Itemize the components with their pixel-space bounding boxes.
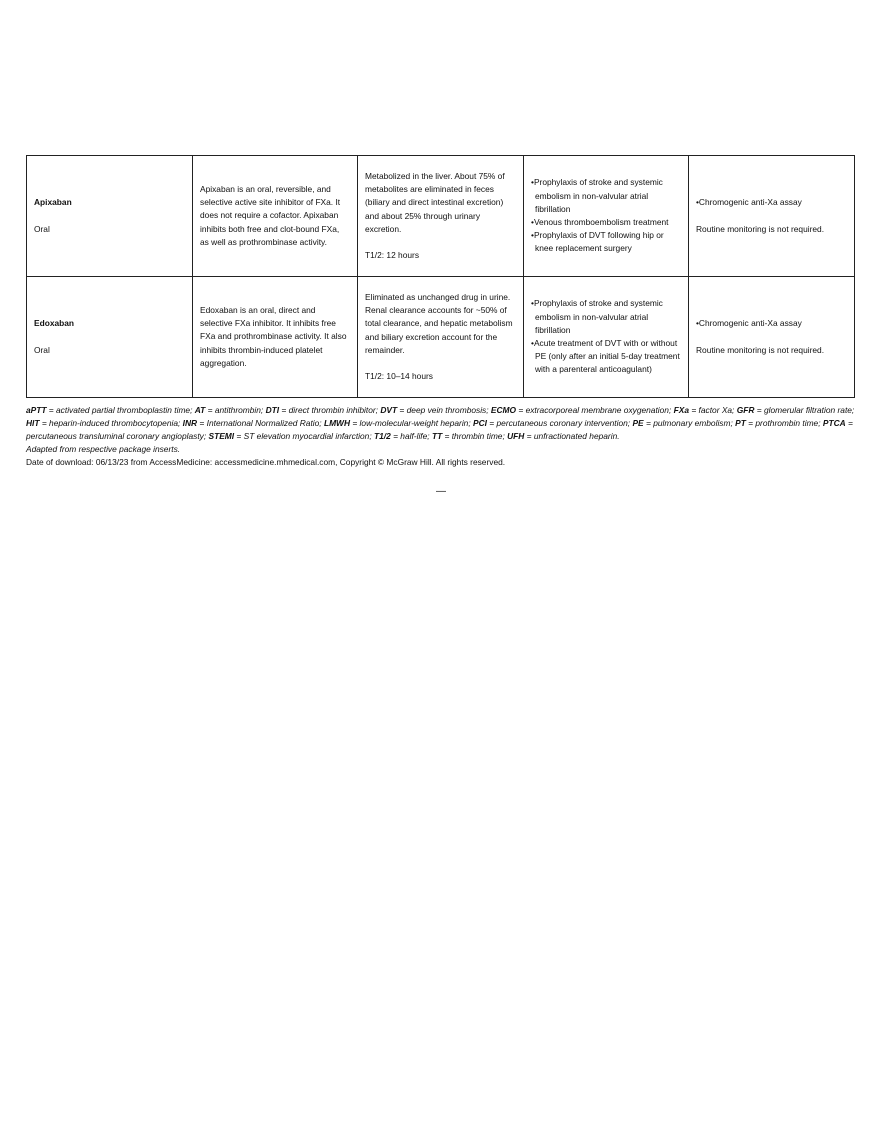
abbr-def: = factor Xa; xyxy=(689,405,737,415)
abbr-key: GFR xyxy=(736,405,755,415)
abbr-key: PTCA xyxy=(822,417,846,428)
abbr-key: AT xyxy=(194,405,206,415)
half-life-text: T1/2: 12 hours xyxy=(365,249,420,260)
page-mark: — xyxy=(436,486,446,497)
indication-item: • Acute treatment of DVT with or without PE (only after an initial 5-day treatment with a parenteral anticoagulant) xyxy=(531,337,680,377)
abbr-key: ECMO xyxy=(490,405,517,415)
abbr-def: = antithrombin; xyxy=(205,405,266,415)
drug-name: Apixaban xyxy=(34,197,72,208)
table-row xyxy=(27,156,855,277)
drug-cell xyxy=(27,277,193,398)
abbr-def: = percutaneous coronary intervention; xyxy=(486,417,633,428)
monitoring-assay: •Chromogenic anti-Xa assay xyxy=(696,318,802,329)
mechanism-cell xyxy=(193,277,358,398)
abbr-key: HIT xyxy=(26,417,40,428)
abbr-def: = heparin-induced thrombocytopenia; xyxy=(39,417,183,428)
drug-cell xyxy=(27,156,193,277)
drug-name: Edoxaban xyxy=(34,318,75,329)
source-note: Adapted from respective package inserts. xyxy=(26,443,181,454)
pharmacokinetics-cell xyxy=(358,156,524,277)
indication-item: • Venous thromboembolism treatment xyxy=(531,216,680,229)
mechanism-cell xyxy=(193,156,358,277)
abbr-def: = International Normalized Ratio; xyxy=(197,417,324,428)
abbr-def: = pulmonary embolism; xyxy=(643,417,736,428)
abbr-key: INR xyxy=(182,417,198,428)
abbr-def: = glomerular filtration rate; xyxy=(754,405,855,415)
monitoring-cell xyxy=(689,156,855,277)
indication-item: • Prophylaxis of stroke and systemic embolism in non-valvular atrial fibrillation xyxy=(531,297,680,337)
abbr-key: DTI xyxy=(265,405,280,415)
abbr-key: LMWH xyxy=(323,417,351,428)
mechanism-text: Apixaban is an oral, reversible, and selective active site inhibitor of FXa. It does not require a cofactor. Apixaban inhibits both free and clot-bound FXa, as well as prothrombinase activity. xyxy=(200,183,341,247)
abbr-def: = extracorporeal membrane oxygenation; xyxy=(516,405,674,415)
anticoagulant-table xyxy=(26,155,855,398)
abbr-def: = deep vein thrombosis; xyxy=(397,405,491,415)
abbr-key: PCI xyxy=(473,417,487,428)
indications-cell xyxy=(524,156,689,277)
abbr-def: = percutaneous transluminal coronary angioplasty; xyxy=(26,417,853,441)
abbr-key: PE xyxy=(632,417,644,428)
abbr-key: STEMI xyxy=(208,430,235,441)
abbr-def: = half-life; xyxy=(390,430,432,441)
abbr-def: = prothrombin time; xyxy=(745,417,823,428)
half-life-text: T1/2: 10–14 hours xyxy=(365,370,433,381)
indication-item: • Prophylaxis of stroke and systemic embolism in non-valvular atrial fibrillation xyxy=(531,176,680,216)
download-note: Date of download: 06/13/23 from AccessMedicine: accessmedicine.mhmedical.com, Copyright © McGraw Hill. All rights reserved. xyxy=(26,456,506,467)
table-row xyxy=(27,277,855,398)
mechanism-text: Edoxaban is an oral, direct and selective FXa inhibitor. It inhibits free FXa and prothrombinase activity. It also inhibits thrombin-induced platelet aggregation. xyxy=(200,304,347,368)
abbr-def: = thrombin time; xyxy=(442,430,508,441)
abbr-key: PT xyxy=(735,417,746,428)
drug-route: Oral xyxy=(34,344,50,355)
abbr-key: UFH xyxy=(507,430,525,441)
abbr-key: FXa xyxy=(673,405,689,415)
indication-item: • Prophylaxis of DVT following hip or knee replacement surgery xyxy=(531,229,680,255)
abbr-key: aPTT xyxy=(26,405,47,415)
indications-cell xyxy=(524,277,689,398)
table-footnotes xyxy=(26,404,856,469)
drug-route: Oral xyxy=(34,223,50,234)
abbr-key: T1/2 xyxy=(373,430,391,441)
abbr-key: TT xyxy=(431,430,443,441)
monitoring-cell xyxy=(689,277,855,398)
abbr-def: = unfractionated heparin. xyxy=(524,430,620,441)
abbr-def: = direct thrombin inhibitor; xyxy=(279,405,381,415)
monitoring-note: Routine monitoring is not required. xyxy=(696,223,825,234)
abbreviation-list xyxy=(26,404,856,443)
abbr-def: = activated partial thromboplastin time; xyxy=(46,405,195,415)
pharmacokinetics-cell xyxy=(358,277,524,398)
abbr-def: = ST elevation myocardial infarction; xyxy=(234,430,374,441)
monitoring-assay: •Chromogenic anti-Xa assay xyxy=(696,197,802,208)
monitoring-note: Routine monitoring is not required. xyxy=(696,344,825,355)
abbr-key: DVT xyxy=(380,405,398,415)
pharmacokinetics-text: Eliminated as unchanged drug in urine. Renal clearance accounts for ~50% of total clearance, and hepatic metabolism and biliary excretion account for the remainder. xyxy=(365,291,513,355)
abbr-def: = low-molecular-weight heparin; xyxy=(350,417,473,428)
pharmacokinetics-text: Metabolized in the liver. About 75% of metabolites are eliminated in feces (biliary and direct intestinal excretion) and about 25% through urinary excretion. xyxy=(365,170,505,234)
